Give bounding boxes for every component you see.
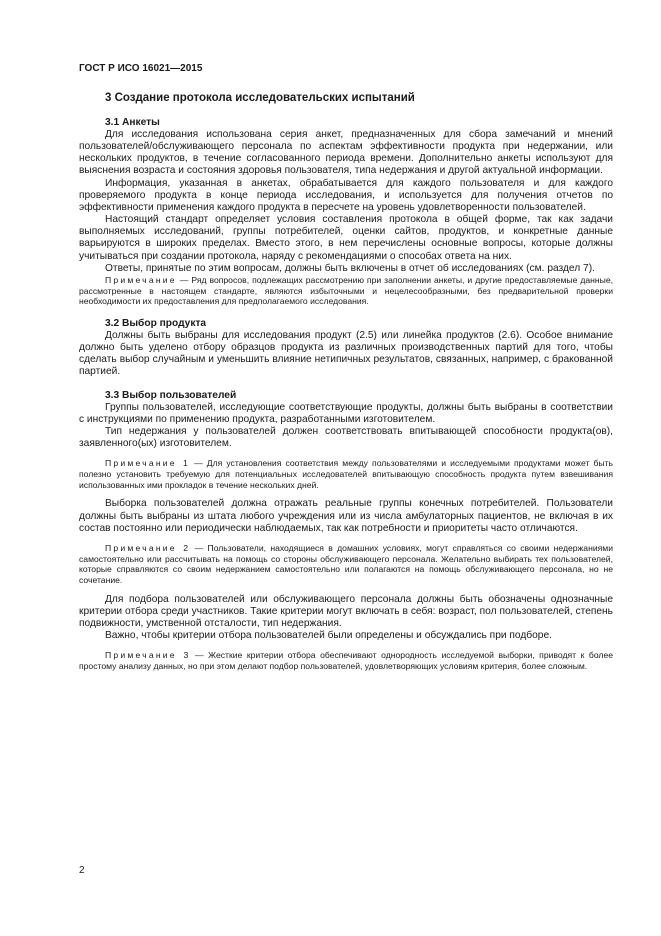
note-text: — Пользователи, находящиеся в домашних условиях, могут справляться со своими недержаниями самостоятельно или рассчитывать на помощь со стороны обслуживающего персонала. Желательно выбирать тех пользователей, которые справляются со своим недержанием самостоятельно или полагаются на помощь обслуживающего персонала, но не сочетание.: [79, 542, 613, 585]
page-content: [79, 92, 613, 672]
subsection-title-users: 3.3 Выбор пользователей: [105, 389, 237, 401]
note: [79, 275, 613, 307]
paragraph: Важно, чтобы критерии отбора пользователей были определены и обсуждались при подборе.: [105, 630, 552, 642]
note-label: Примечание 2: [105, 542, 191, 553]
note: [79, 543, 613, 586]
paragraph: Выборка пользователей должна отражать реальные группы конечных потребителей. Пользователи должны быть выбраны из штата любого учреждения или из числа амбулаторных пациентов, не включая в их состав постоянно или периодически наблюдаемых, так как потребности и приоритеты часто отличаются.: [79, 498, 613, 534]
paragraph: Тип недержания у пользователей должен соответствовать впитывающей способности продукта(ов), заявленного(ых) изготовителем.: [79, 425, 613, 450]
paragraph: Группы пользователей, исследующие соответствующие продукты, должны быть выбраны в соответствии с инструкциями по применению продукта, разработанными изготовителем.: [79, 401, 613, 425]
page-number: 2: [79, 865, 85, 876]
section-title: 3 Создание протокола исследовательских испытаний: [105, 92, 415, 104]
paragraph: Должны быть выбраны для исследования продукт (2.5) или линейка продуктов (2.6). Особое внимание должно быть уделено отбору образцов продукта из различных производственных партий для того, чтобы сделать выбор случайным и уменьшить влияние нетипичных результатов, связанных, например, с бракованной партией.: [79, 329, 613, 378]
paragraph: Настоящий стандарт определяет условия составления протокола в общей форме, так как задачи выполняемых исследований, группы потребителей, оценки сайтов, продуктов, и конкретные данные варьируются в широких пределах. Вместо этого, в нем перечислены основные вопросы, которые должны учитываться при создании протокола, наряду с рекомендациями о способах ответа на них.: [79, 214, 613, 262]
note-label: Примечание: [105, 274, 177, 285]
paragraph: Информация, указанная в анкетах, обрабатывается для каждого пользователя и для каждого проверяемого продукта в конце периода исследования, и используется для получения отчетов по эффективности применения каждого продукта в пересчете на уровень удовлетворенности пользователей.: [79, 177, 613, 213]
paragraph: Ответы, принятые по этим вопросам, должны быть включены в отчет об исследованиях (см. раздел 7).: [105, 262, 595, 274]
paragraph: Для исследования использована серия анкет, предназначенных для сбора замечаний и мнений пользователей/обслуживающего персонала по аспектам эффективности продукта при недержании, или нескольких продуктов, в течение согласованного периода времени. Дополнительно анкеты используют для выяснения возраста и состояния здоровья пользователя, типа недержания и другой актуальной информации.: [79, 129, 613, 177]
note: [79, 458, 613, 490]
note: [79, 650, 613, 671]
standard-header: ГОСТ Р ИСО 16021—2015: [79, 63, 203, 74]
note-label: Примечание 1: [105, 458, 191, 469]
note-text: — Для установления соответствия между пользователями и исследуемыми продуктами может быть полезно установить требуемую для потенциальных исследователей впитывающую способность продукта путем взвешивания использованных ими прокладок в течение нескольких дней.: [79, 458, 613, 490]
note-label: Примечание 3: [105, 650, 191, 661]
note-text: — Жесткие критерии отбора обеспечивают однородность исследуемой выборки, приводят к более простому анализу данных, но при этом делают подбор пользователей, удовлетворяющих условиям критерия, более сложным.: [79, 650, 614, 671]
paragraph: Для подбора пользователей или обслуживающего персонала должны быть обозначены однозначные критерии отбора среди участников. Такие критерии могут включать в себя: возраст, пол пользователей, степень подвижности, умственной отсталости, тип недержания.: [79, 593, 613, 629]
note-text: — Ряд вопросов, подлежащих рассмотрению при заполнении анкеты, и другие предоставляемые данные, рассмотренные в настоящем стандарте, являются избыточными и нецелесообразными, без предварительной проверки необходимости их предоставления для предполагаемого исследования.: [79, 274, 613, 307]
subsection-title-product: 3.2 Выбор продукта: [105, 317, 207, 329]
subsection-title-questionnaires: 3.1 Анкеты: [105, 117, 160, 128]
